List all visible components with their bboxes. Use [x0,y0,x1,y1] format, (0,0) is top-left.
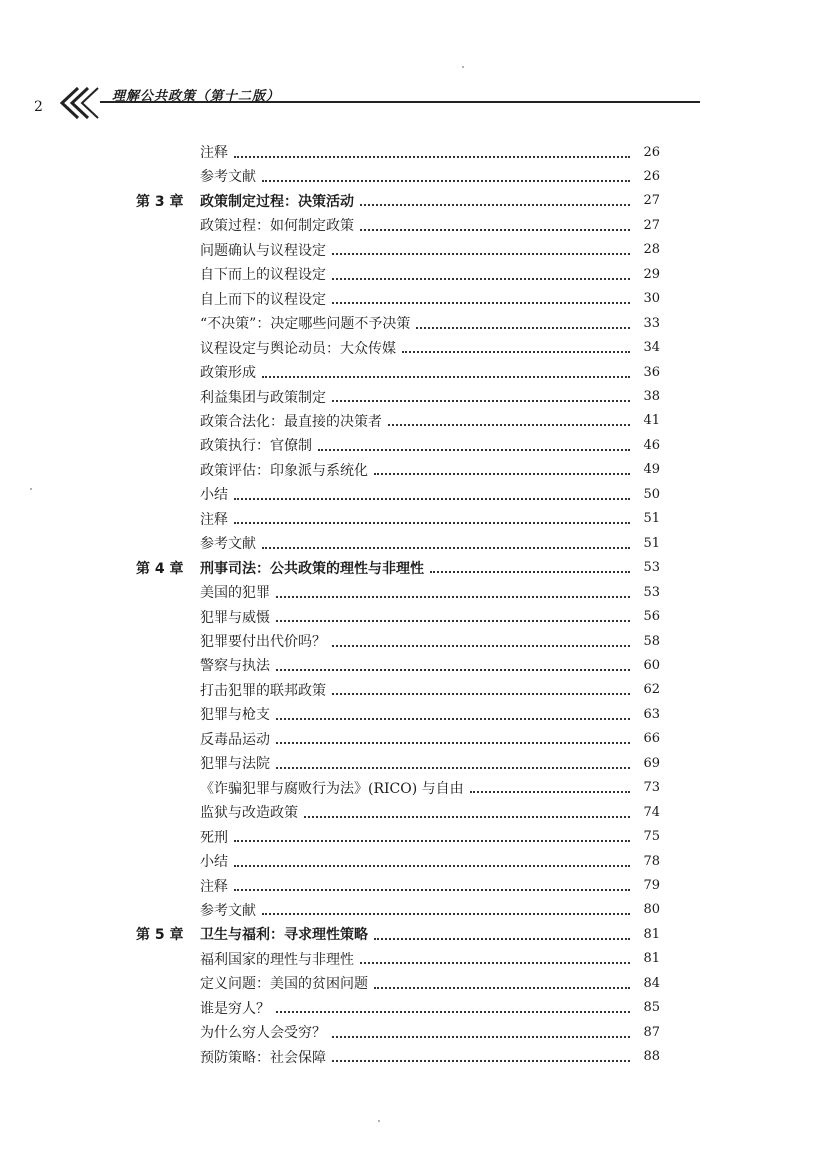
toc-entry [130,947,660,971]
toc-page-number: 84 [643,975,660,991]
toc-entry-title: 福利国家的理性与非理性 [200,951,354,968]
toc-page-number: 60 [643,657,660,673]
toc-dot-leader [304,815,630,818]
toc-entry [130,849,660,873]
toc-page-number: 50 [643,486,660,502]
toc-dot-leader [262,179,630,182]
toc-dot-leader [416,326,630,329]
toc-entry-title: 注释 [200,145,228,161]
toc-page-number: 62 [643,682,660,698]
toc-page-number: 29 [643,266,660,282]
toc-dot-leader [430,570,630,573]
toc-page-number: 26 [643,144,660,160]
toc-entry [130,336,660,360]
toc-page-number: 28 [643,242,660,258]
toc-dot-leader [374,472,630,475]
toc-dot-leader [276,668,630,671]
toc-page-number: 38 [643,389,660,404]
toc-entry [130,433,660,457]
toc-entry-title: 犯罪要付出代价吗？ [200,634,326,650]
toc-page-number: 49 [643,462,660,478]
toc-entry-title: 美国的犯罪 [200,585,270,602]
toc-entry-title: 自下而上的议程设定 [200,267,326,284]
toc-dot-leader [234,864,630,867]
toc-page-number: 34 [643,340,660,356]
toc-page-number: 36 [643,364,660,380]
toc-page-number: 73 [643,780,660,796]
page-number: 2 [34,99,43,115]
toc-dot-leader [234,888,630,891]
toc-entry [130,1045,660,1069]
toc-page-number: 81 [643,926,660,942]
toc-entry-title: 小结 [200,854,228,871]
toc-entry [130,458,660,482]
toc-dot-leader [332,1035,630,1038]
toc-entry [130,507,660,531]
toc-entry-title: 参考文献 [200,536,256,553]
toc-entry-title: 犯罪与枪支 [200,707,270,724]
toc-dot-leader [276,1010,630,1013]
toc-entry [130,702,660,726]
toc-entry [130,629,660,653]
toc-entry [130,971,660,995]
toc-entry-title: “不决策”：决定哪些问题不予决策 [200,316,411,333]
toc-entry [130,922,660,946]
toc-entry [130,385,660,409]
toc-page-number: 81 [643,951,660,967]
toc-entry [130,751,660,775]
toc-page-number: 56 [643,609,660,625]
toc-page-number: 79 [643,878,660,893]
toc-entry-title: 监狱与改造政策 [200,805,298,822]
chevron-ornament-icon [58,86,104,120]
toc-entry-title: 政策形成 [200,365,256,382]
toc-entry-title: 参考文献 [200,169,256,186]
toc-page-number: 27 [643,193,660,209]
toc-dot-leader [262,546,630,549]
toc-entry-title: 问题确认与议程设定 [200,242,326,259]
running-title: 理解公共政策（第十二版） [112,89,281,104]
toc-page-number: 63 [643,706,660,722]
toc-chapter-label: 第 3 章 [136,193,184,210]
toc-dot-leader [332,277,630,280]
toc-entry-title: 议程设定与舆论动员：大众传媒 [200,340,396,357]
toc-dot-leader [262,912,630,915]
toc-entry-title: 定义问题：美国的贫困问题 [200,976,368,993]
toc-dot-leader [276,741,630,744]
toc-dot-leader [262,375,630,378]
toc-dot-leader [276,766,630,769]
toc-entry-title: 为什么穷人会受穷？ [200,1025,326,1042]
toc-chapter-label: 第 5 章 [136,927,184,944]
scan-speck [378,1120,380,1122]
toc-entry-title: 预防策略：社会保障 [200,1049,326,1066]
toc-dot-leader [374,986,630,989]
toc-entry-title: 政策制定过程：决策活动 [200,193,354,210]
toc-entry-title: 注释 [200,511,228,528]
toc-entry [130,874,660,898]
toc-page-number: 69 [643,755,660,771]
toc-entry [130,825,660,849]
toc-dot-leader [332,399,630,402]
toc-page-number: 51 [643,511,660,527]
toc-entry [130,605,660,629]
toc-entry [130,287,660,311]
toc-page-number: 78 [643,853,660,869]
toc-entry [130,482,660,506]
toc-dot-leader [388,423,630,426]
toc-entry [130,164,660,188]
toc-entry-title: 政策执行：官僚制 [200,438,312,455]
toc-chapter-label: 第 4 章 [136,560,184,577]
toc-entry [130,360,660,384]
toc-entry [130,1020,660,1044]
toc-entry [130,996,660,1020]
toc-page-number: 30 [643,291,660,307]
toc-page-number: 80 [643,902,660,918]
toc-entry-title: 自上而下的议程设定 [200,291,326,308]
toc-dot-leader [360,961,630,964]
toc-entry [130,262,660,286]
header-rule [100,101,700,103]
toc-entry [130,311,660,335]
toc-entry-title: 参考文献 [200,902,256,919]
toc-page-number: 75 [643,829,660,845]
toc-dot-leader [234,521,630,524]
toc-entry-title: 政策过程：如何制定政策 [200,218,354,235]
toc-entry [130,140,660,164]
toc-dot-leader [332,692,630,695]
toc-entry [130,898,660,922]
toc-entry [130,800,660,824]
toc-dot-leader [234,839,630,842]
toc-page-number: 51 [643,535,660,551]
scan-speck [30,488,32,490]
toc-entry-title: 谁是穷人？ [200,1000,270,1017]
toc-entry-title: 犯罪与法院 [200,756,270,773]
toc-dot-leader [276,717,630,720]
toc-entry-title: 政策合法化：最直接的决策者 [200,413,382,430]
toc-dot-leader [276,619,630,622]
toc-entry [130,653,660,677]
toc-dot-leader [374,937,630,940]
toc-entry-title: 政策评估：印象派与系统化 [200,462,368,479]
toc-dot-leader [234,155,630,158]
toc-dot-leader [332,252,630,255]
toc-entry [130,556,660,580]
toc-page-number: 53 [643,560,660,576]
toc-entry [130,409,660,433]
toc-entry-title: 警察与执法 [200,658,270,675]
toc-page-number: 53 [643,584,660,600]
toc-entry [130,213,660,237]
toc-page-number: 41 [643,413,660,429]
toc-dot-leader [360,228,630,231]
toc-entry [130,189,660,213]
toc-entry [130,727,660,751]
toc-entry [130,678,660,702]
toc-entry-title: 打击犯罪的联邦政策 [200,682,326,699]
toc-dot-leader [470,790,630,793]
toc-entry-title: 卫生与福利：寻求理性策略 [200,927,368,944]
toc-page-number: 46 [643,437,660,453]
toc-entry [130,531,660,555]
toc-dot-leader [402,350,630,353]
toc-page-number: 88 [643,1049,660,1065]
toc-entry-title: 反毒品运动 [200,731,270,748]
toc-entry-title: 刑事司法：公共政策的理性与非理性 [200,560,424,577]
toc-dot-leader [318,448,630,451]
toc-entry-title: 注释 [200,878,228,895]
toc-dot-leader [360,203,630,206]
toc-page-number: 66 [643,731,660,747]
toc-entry [130,580,660,604]
toc-entry-title: 小结 [200,487,228,504]
toc-entry-title: 犯罪与威慑 [200,609,270,626]
toc-entry [130,776,660,800]
toc-page-number: 33 [643,315,660,331]
toc-dot-leader [332,644,630,647]
toc-entry [130,238,660,262]
toc-page-number: 26 [643,168,660,184]
toc-dot-leader [234,497,630,500]
toc-page-number: 74 [643,804,660,820]
toc-page-number: 27 [643,217,660,233]
toc-dot-leader [276,595,630,598]
toc-page-number: 85 [643,1000,660,1016]
scan-speck [462,66,464,68]
toc-entry-title: 利益集团与政策制定 [200,389,326,406]
toc-entry-title: 死刑 [200,829,228,846]
toc-dot-leader [332,301,630,304]
toc-entry-title: 《诈骗犯罪与腐败行为法》(RICO) 与自由 [200,780,464,797]
toc-page-number: 87 [643,1024,660,1040]
toc-dot-leader [332,1059,630,1062]
toc-page-number: 58 [643,633,660,649]
